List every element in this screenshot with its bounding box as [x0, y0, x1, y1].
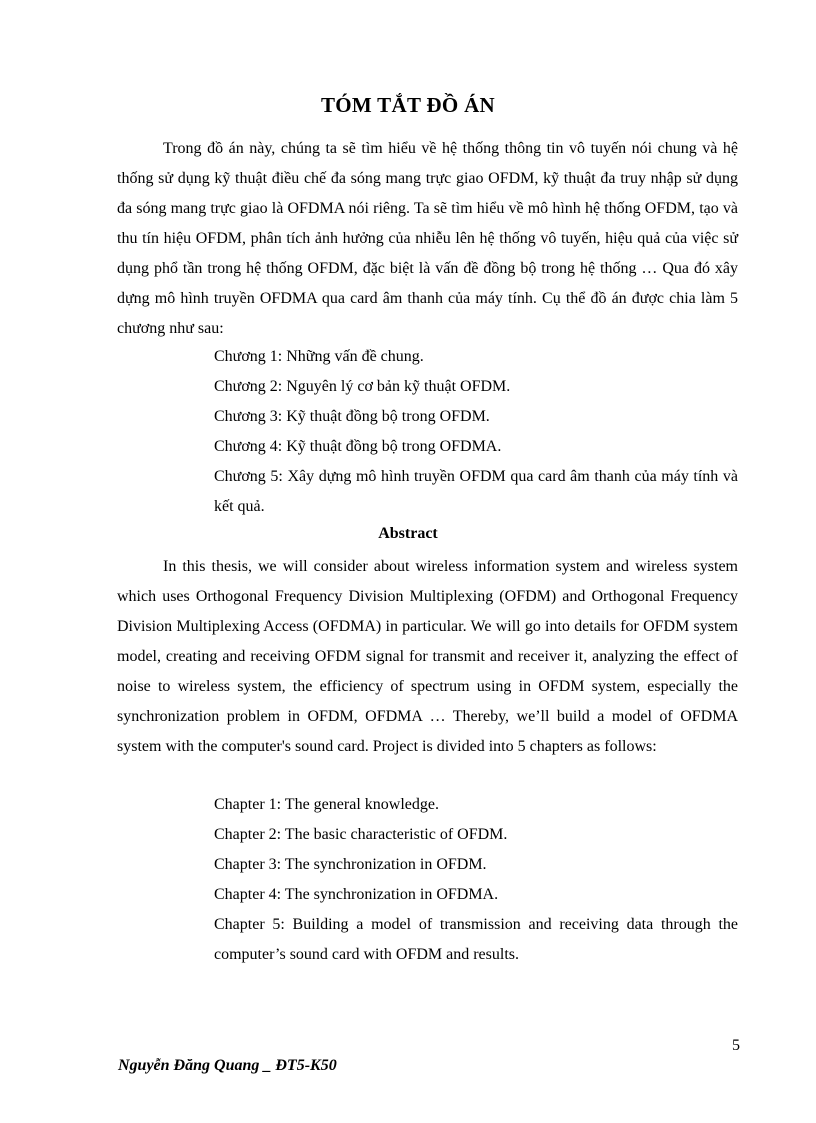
page-number: 5 [732, 1037, 740, 1054]
vi-chapter-item: Chương 3: Kỹ thuật đồng bộ trong OFDM. [214, 408, 490, 425]
abstract-heading: Abstract [378, 525, 438, 542]
english-chapter-list [214, 790, 738, 970]
page-title: TÓM TẮT ĐỒ ÁN [320, 93, 496, 117]
vietnamese-chapter-list [214, 342, 738, 522]
footer-author: Nguyễn Đăng Quang _ ĐT5-K50 [118, 1057, 337, 1074]
en-chapter-item: Chapter 5: Building a model of transmission and receiving data through the computer’s sound card with OFDM and results. [214, 916, 738, 963]
english-summary-paragraph [117, 552, 738, 762]
vietnamese-summary-text: Trong đồ án này, chúng ta sẽ tìm hiểu về hệ thống thông tin vô tuyến nói chung và hệ thống sử dụng kỹ thuật điều chế đa sóng mang trực giao OFDM, kỹ thuật đa truy nhập sử dụng đa sóng mang trực giao là OFDMA nói riêng. Ta sẽ tìm hiểu về mô hình hệ thống OFDM, tạo và thu tín hiệu OFDM, phân tích ảnh hưởng của nhiễu lên hệ thống vô tuyến, hiệu quả của việc sử dụng phổ tần trong hệ thống OFDM, đặc biệt là vấn đề đồng bộ trong hệ thống … Qua đó xây dựng mô hình truyền OFDMA qua card âm thanh của máy tính. Cụ thể đồ án được chia làm 5 chương như sau: [117, 140, 738, 337]
vi-chapter-item: Chương 5: Xây dựng mô hình truyền OFDM qua card âm thanh của máy tính và kết quả. [214, 468, 738, 515]
vietnamese-summary-paragraph [117, 134, 738, 344]
en-chapter-item: Chapter 3: The synchronization in OFDM. [214, 856, 487, 873]
en-chapter-item: Chapter 2: The basic characteristic of OFDM. [214, 826, 508, 843]
vi-chapter-item: Chương 2: Nguyên lý cơ bản kỹ thuật OFDM. [214, 378, 511, 395]
english-summary-text: In this thesis, we will consider about wireless information system and wireless system which uses Orthogonal Frequency Division Multiplexing (OFDM) and Orthogonal Frequency Division Multiplexing Access (OFDMA) in particular. We will go into details for OFDM system model, creating and receiving OFDM signal for transmit and receiver it, analyzing the effect of noise to wireless system, the efficiency of spectrum using in OFDM system, especially the synchronization problem in OFDM, OFDMA … Thereby, we’ll build a model of OFDMA system with the computer's sound card. Project is divided into 5 chapters as follows: [117, 558, 738, 755]
vi-chapter-item: Chương 4: Kỹ thuật đồng bộ trong OFDMA. [214, 438, 502, 455]
en-chapter-item: Chapter 4: The synchronization in OFDMA. [214, 886, 499, 903]
en-chapter-item: Chapter 1: The general knowledge. [214, 796, 439, 813]
vi-chapter-item: Chương 1: Những vấn đề chung. [214, 348, 424, 365]
